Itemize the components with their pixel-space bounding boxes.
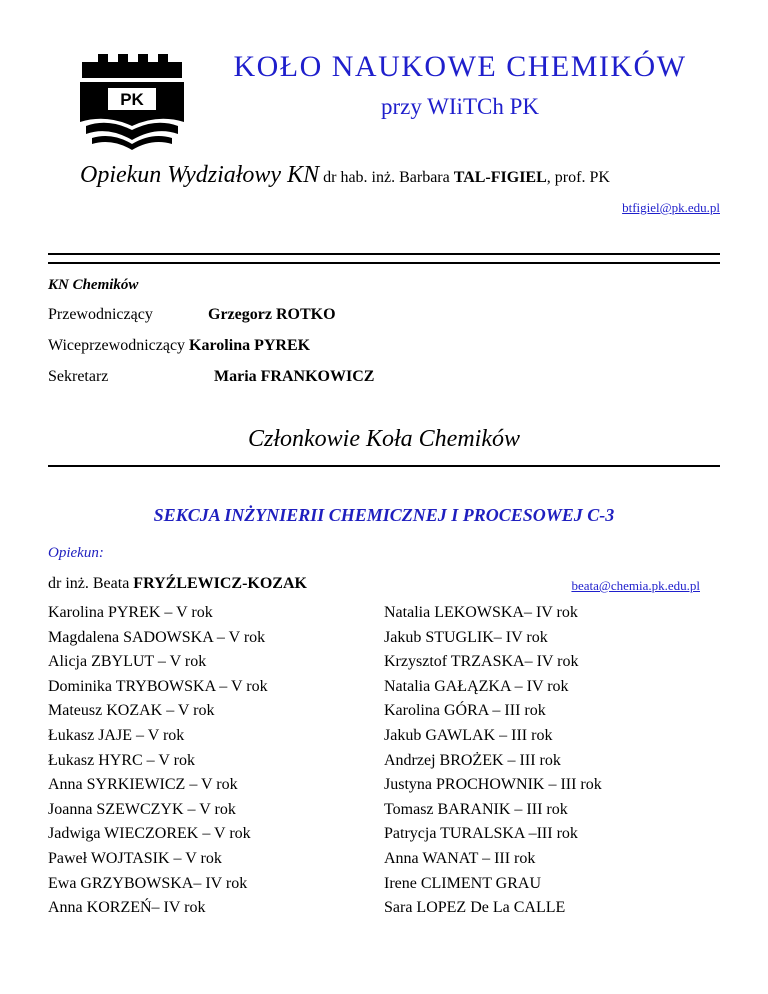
list-item: Alicja ZBYLUT – V rok — [48, 653, 207, 671]
list-item: Anna KORZEŃ– IV rok — [48, 899, 206, 917]
members-title: Członkowie Koła Chemików — [248, 426, 520, 452]
section-supervisor-surname: FRYŹLEWICZ-KOZAK — [133, 575, 307, 592]
list-item: Karolina GÓRA – III rok — [384, 702, 546, 720]
role-label: Przewodniczący — [48, 306, 153, 323]
section-title: SEKCJA INŻYNIERII CHEMICZNEJ I PROCESOWEJ C-3 — [153, 505, 615, 525]
list-item: Patrycja TURALSKA –III rok — [384, 825, 578, 843]
role-person: Maria FRANKOWICZ — [214, 368, 375, 385]
list-item: Krzysztof TRZASKA– IV rok — [384, 653, 579, 671]
supervisor-email-link[interactable]: btfigiel@pk.edu.pl — [622, 200, 720, 215]
list-item: Paweł WOJTASIK – V rok — [48, 849, 222, 867]
list-item: Mateusz KOZAK – V rok — [48, 702, 215, 720]
list-item: Irene CLIMENT GRAU — [384, 874, 542, 892]
list-item: Justyna PROCHOWNIK – III rok — [384, 776, 602, 794]
list-item: Karolina PYREK – V rok — [48, 604, 213, 621]
list-item: Łukasz HYRC – V rok — [48, 751, 195, 769]
members-left-column — [48, 601, 268, 921]
supervisor-label: Opiekun Wydziałowy KN — [80, 162, 320, 188]
logo-text: PK — [120, 90, 144, 109]
list-item: Joanna SZEWCZYK – V rok — [48, 800, 236, 818]
list-item: Jakub STUGLIK– IV rok — [384, 628, 548, 646]
section-supervisor-email-link[interactable]: beata@chemia.pk.edu.pl — [571, 578, 700, 593]
pk-logo — [78, 52, 186, 152]
faculty-supervisor — [80, 162, 610, 189]
page-subtitle: przy WIiTCh PK — [380, 94, 539, 119]
list-item: Łukasz JAJE – V rok — [48, 726, 185, 744]
board-role-row — [48, 368, 108, 386]
board-heading: KN Chemików — [48, 277, 139, 293]
list-item: Magdalena SADOWSKA – V rok — [48, 628, 266, 646]
board-role-row — [48, 306, 153, 324]
divider — [48, 253, 720, 255]
members-right-column — [384, 601, 602, 921]
supervisor-suffix: , prof. PK — [546, 169, 610, 186]
supervisor-surname: TAL-FIGIEL — [453, 169, 547, 186]
role-label: Wiceprzewodniczący — [48, 337, 186, 354]
list-item: Dominika TRYBOWSKA – V rok — [48, 677, 268, 695]
role-label: Sekretarz — [48, 368, 109, 385]
section-supervisor — [48, 575, 307, 593]
divider — [48, 262, 720, 264]
board-role-row — [48, 337, 310, 355]
list-item: Andrzej BROŻEK – III rok — [384, 751, 561, 769]
page-title: KOŁO NAUKOWE CHEMIKÓW — [233, 50, 687, 83]
list-item: Tomasz BARANIK – III rok — [384, 800, 568, 818]
list-item: Natalia LEKOWSKA– IV rok — [384, 604, 578, 621]
divider — [48, 465, 720, 467]
list-item: Jakub GAWLAK – III rok — [384, 726, 553, 744]
supervisor-prefix: dr hab. inż. Barbara — [323, 169, 454, 186]
role-person: Karolina PYREK — [189, 337, 311, 354]
list-item: Anna SYRKIEWICZ – V rok — [48, 776, 238, 794]
role-person: Grzegorz ROTKO — [208, 306, 336, 323]
list-item: Jadwiga WIECZOREK – V rok — [48, 825, 251, 843]
list-item: Ewa GRZYBOWSKA– IV rok — [48, 874, 248, 892]
list-item: Natalia GAŁĄZKA – IV rok — [384, 677, 569, 695]
list-item: Sara LOPEZ De La CALLE — [384, 899, 566, 917]
section-supervisor-prefix: dr inż. Beata — [48, 575, 134, 592]
list-item: Anna WANAT – III rok — [384, 849, 536, 867]
section-supervisor-label: Opiekun: — [48, 545, 104, 561]
